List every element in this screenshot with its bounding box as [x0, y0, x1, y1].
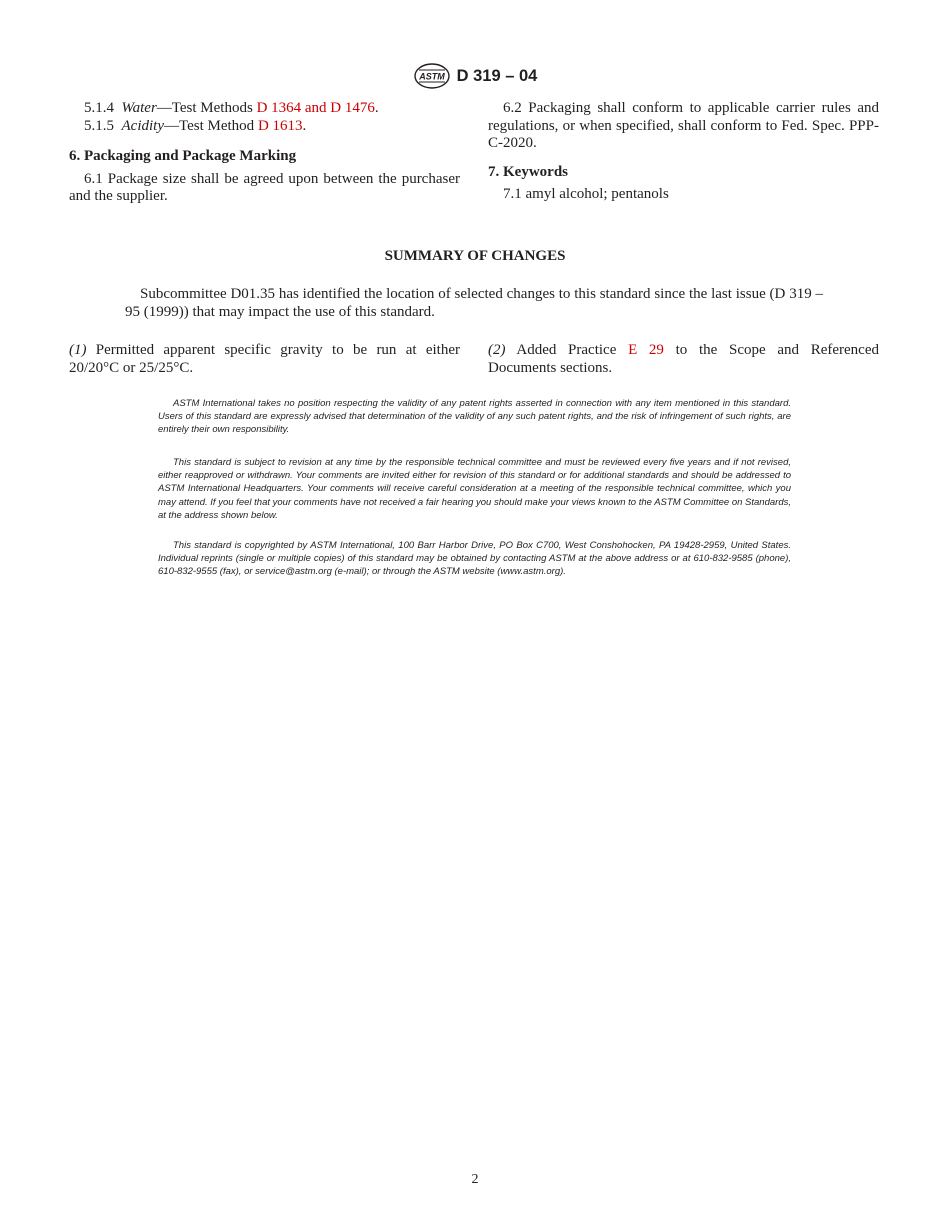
- clause-term: Water: [121, 100, 157, 116]
- copyright-notice: This standard is copyrighted by ASTM International, 100 Barr Harbor Drive, PO Box C700, West Conshohocken, PA 19428-2959, United States. Individual reprints (single or multiple copies) of this standard may be obtained by contacting ASTM at the above address or at 610-832-9585 (phone), 610-832-9555 (fax), or service@astm.org (e-mail); or through the ASTM website (www.astm.org).: [158, 540, 791, 578]
- logo-text: ASTM: [418, 71, 445, 82]
- clause-5-1-4: 5.1.4 Water—Test Methods D 1364 and D 1476.: [84, 100, 379, 116]
- clause-7-1: 7.1 amyl alcohol; pentanols: [503, 186, 669, 203]
- change-label: (1): [69, 342, 87, 358]
- left-column: [69, 100, 460, 206]
- summary-intro: Subcommittee D01.35 has identified the location of selected changes to this standard since the last issue (D 319 – 95 (1999)) that may impact the use of this standard.: [125, 286, 823, 320]
- section-7-heading: 7. Keywords: [488, 163, 568, 180]
- change-item-1: (1) Permitted apparent specific gravity to be run at either 20/20°C or 25/25°C.: [69, 342, 460, 376]
- document-designation: D 319 – 04: [456, 66, 538, 85]
- summary-of-changes-title: SUMMARY OF CHANGES: [384, 248, 566, 264]
- ref-link-d1364-d1476[interactable]: D 1364 and D 1476: [256, 100, 375, 116]
- page-number: 2: [471, 1172, 479, 1187]
- right-column: [488, 100, 879, 204]
- section-6-heading: 6. Packaging and Package Marking: [69, 148, 297, 165]
- revision-notice: This standard is subject to revision at any time by the responsible technical committee and must be reviewed every five years and if not revised, either reapproved or withdrawn. Your comments are invited either for revision of this standard or for additional standards and should be addressed to ASTM International Headquarters. Your comments will receive careful consideration at a meeting of the responsible technical committee, which you may attend. If you feel that your comments have not received a fair hearing you should make your views known to the ASTM Committee on Standards, at the address shown below.: [158, 457, 791, 521]
- change-label: (2): [488, 342, 506, 358]
- clause-6-2: 6.2 Packaging shall conform to applicable carrier rules and regulations, or when specified, shall conform to Fed. Spec. PPP-C-2020.: [488, 100, 879, 152]
- clause-5-1-5: 5.1.5 Acidity—Test Method D 1613.: [84, 117, 307, 134]
- clause-6-1: 6.1 Package size shall be agreed upon between the purchaser and the supplier.: [69, 170, 460, 205]
- ref-link-e29[interactable]: E 29: [628, 342, 664, 358]
- page-header: [0, 63, 950, 89]
- ref-link-d1613[interactable]: D 1613: [257, 117, 303, 134]
- patent-notice: ASTM International takes no position respecting the validity of any patent rights asserted in connection with any item mentioned in this standard. Users of this standard are expressly advised that determination of the validity of any such patent rights, and the risk of infringement of such rights, are entirely their own responsibility.: [158, 398, 791, 436]
- astm-logo-icon: [413, 63, 451, 89]
- change-item-2: (2) Added Practice E 29 to the Scope and Referenced Documents sections.: [488, 342, 879, 376]
- clause-term: Acidity: [121, 117, 164, 134]
